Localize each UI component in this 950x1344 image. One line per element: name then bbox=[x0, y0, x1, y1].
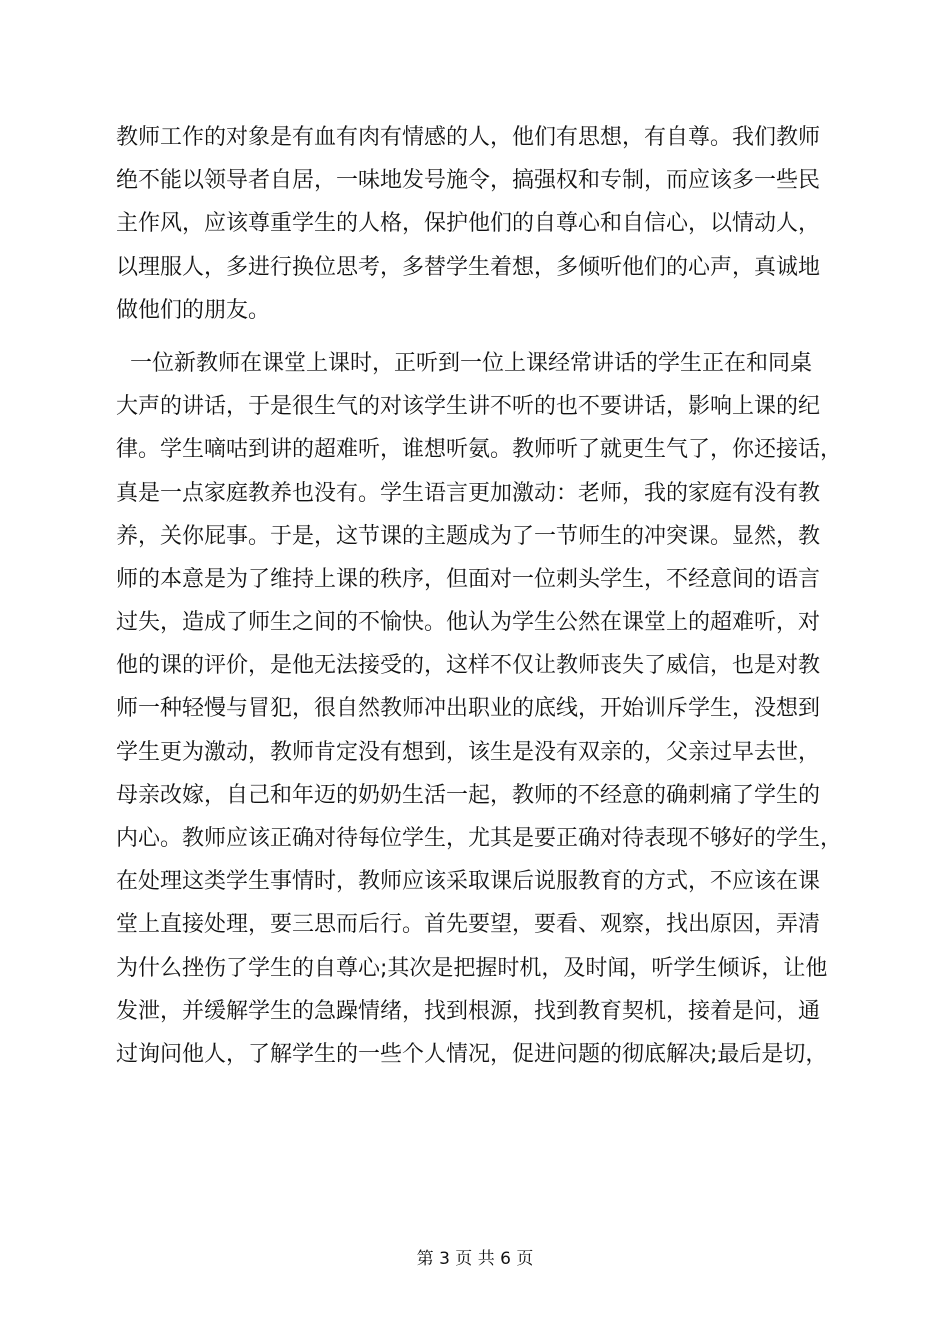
text-line: 为什么挫伤了学生的自尊心;其次是把握时机，及时闻，听学生倾诉，让他 bbox=[116, 955, 828, 981]
text-line: 学生更为激动，教师肯定没有想到，该生是没有双亲的，父亲过早去世， bbox=[116, 739, 821, 765]
text-line: 过失，造成了师生之间的不愉快。他认为学生公然在课堂上的超难听，对 bbox=[116, 610, 821, 636]
text-line: 律。学生嘀咕到讲的超难听，谁想听氨。教师听了就更生气了，你还接话， bbox=[116, 437, 843, 463]
text-line: 师一种轻慢与冒犯，很自然教师冲出职业的底线，开始训斥学生，没想到 bbox=[116, 696, 821, 722]
text-line: 绝不能以领导者自居，一味地发号施令，搞强权和专制，而应该多一些民 bbox=[116, 168, 821, 194]
text-line: 过询问他人，了解学生的一些个人情况，促进问题的彻底解决;最后是切， bbox=[116, 1041, 828, 1067]
body-text bbox=[116, 116, 846, 1076]
text-line: 在处理这类学生事情时，教师应该采取课后说服教育的方式，不应该在课 bbox=[116, 869, 821, 895]
text-line: 内心。教师应该正确对待每位学生，尤其是要正确对待表现不够好的学生， bbox=[116, 826, 843, 851]
text-line: 大声的讲话，于是很生气的对该学生讲不听的也不要讲话，影响上课的纪 bbox=[116, 394, 821, 420]
text-line: 养，关你屁事。于是，这节课的主题成为了一节师生的冲突课。显然，教 bbox=[116, 523, 821, 549]
paragraph-2 bbox=[116, 342, 846, 1076]
text-line: 堂上直接处理，要三思而后行。首先要望，要看、观察，找出原因，弄清 bbox=[116, 912, 821, 938]
text-line: 以理服人，多进行换位思考，多替学生着想，多倾听他们的心声，真诚地 bbox=[116, 254, 821, 280]
text-line: 母亲改嫁，自己和年迈的奶奶生活一起，教师的不经意的确刺痛了学生的 bbox=[116, 782, 821, 808]
text-line: 做他们的朋友。 bbox=[116, 297, 271, 323]
text-line: 真是一点家庭教养也没有。学生语言更加激动：老师，我的家庭有没有教 bbox=[116, 480, 821, 506]
text-line: 发泄，并缓解学生的急躁情绪，找到根源，找到教育契机，接着是问，通 bbox=[116, 998, 821, 1024]
text-line: 主作风，应该尊重学生的人格，保护他们的自尊心和自信心，以情动人， bbox=[116, 211, 821, 237]
text-line: 教师工作的对象是有血有肉有情感的人，他们有思想，有自尊。我们教师 bbox=[116, 125, 821, 150]
text-line: 他的课的评价，是他无法接受的，这样不仅让教师丧失了威信，也是对教 bbox=[116, 653, 821, 679]
text-line: 一位新教师在课堂上课时，正听到一位上课经常讲话的学生正在和同桌 bbox=[116, 350, 812, 376]
page-number-footer: 第 3 页 共 6 页 bbox=[416, 1249, 534, 1269]
paragraph-1 bbox=[116, 116, 846, 332]
text-line: 师的本意是为了维持上课的秩序，但面对一位刺头学生，不经意间的语言 bbox=[116, 566, 821, 592]
